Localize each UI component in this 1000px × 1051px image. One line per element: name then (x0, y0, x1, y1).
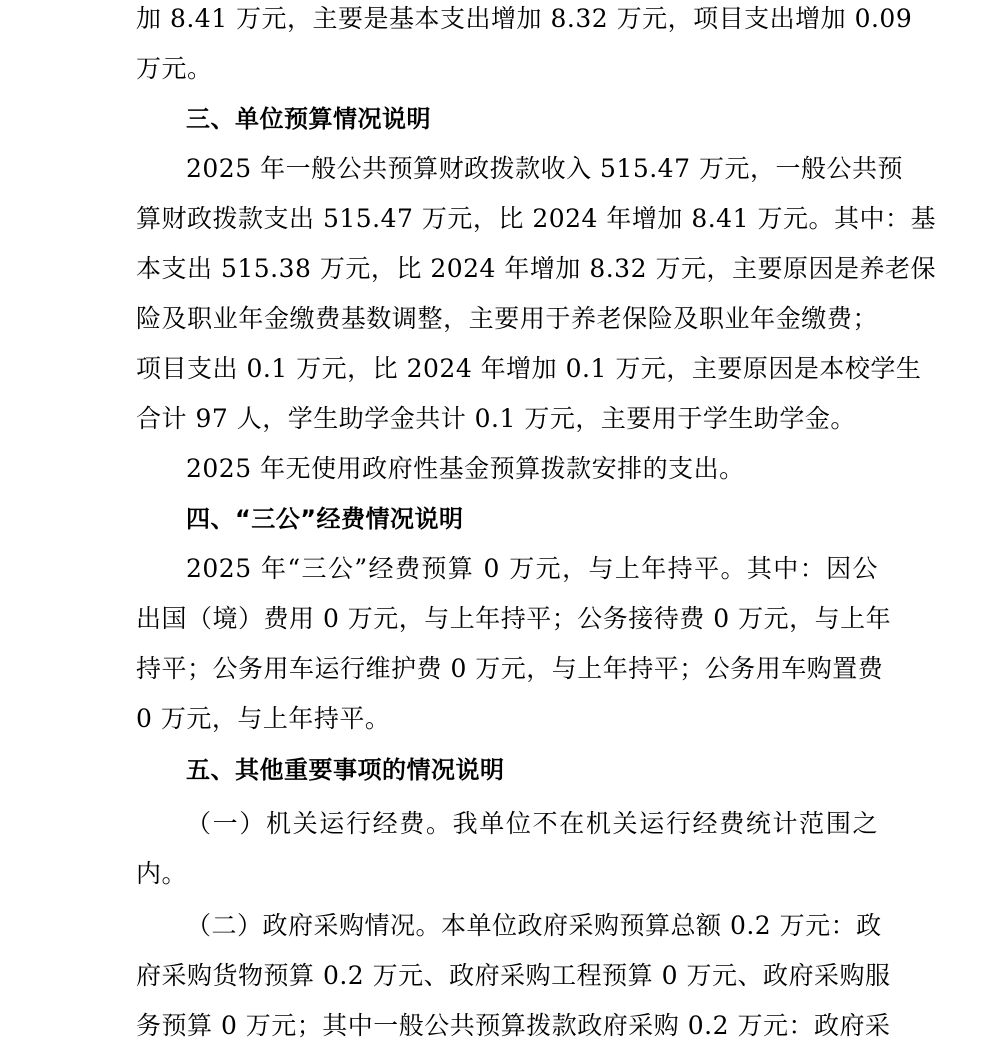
paragraph-line: 2025 年一般公共预算财政拨款收入 515.47 万元，一般公共预 (186, 154, 903, 183)
paragraph-line: 2025 年无使用政府性基金预算拨款安排的支出。 (186, 454, 745, 483)
paragraph-line: 府采购货物预算 0.2 万元、政府采购工程预算 0 万元、政府采购服 (136, 961, 891, 990)
paragraph-line: 出国（境）费用 0 万元，与上年持平；公务接待费 0 万元，与上年 (136, 604, 892, 633)
paragraph-line: 持平；公务用车运行维护费 0 万元，与上年持平；公务用车购置费 (136, 654, 884, 683)
paragraph-line: 加 8.41 万元，主要是基本支出增加 8.32 万元，项目支出增加 0.09 (136, 4, 913, 33)
paragraph-line: 2025 年“三公”经费预算 0 万元，与上年持平。其中：因公 (186, 554, 878, 583)
section-heading-other-matters: 五、其他重要事项的情况说明 (186, 756, 505, 784)
paragraph-line: 内。 (136, 859, 188, 888)
section-heading-three-public: 四、“三公”经费情况说明 (186, 505, 464, 533)
paragraph-line: 0 万元，与上年持平。 (136, 704, 391, 733)
paragraph-line: 险及职业年金缴费基数调整，主要用于养老保险及职业年金缴费； (136, 304, 878, 333)
paragraph-line: 万元。 (136, 54, 213, 83)
paragraph-line: 合计 97 人，学生助学金共计 0.1 万元，主要用于学生助学金。 (136, 404, 856, 433)
paragraph-line: 务预算 0 万元；其中一般公共预算拨款政府采购 0.2 万元：政府采 (136, 1011, 891, 1040)
section-heading-unit-budget: 三、单位预算情况说明 (186, 105, 431, 133)
paragraph-line: 算财政拨款支出 515.47 万元，比 2024 年增加 8.41 万元。其中：基 (136, 204, 936, 233)
paragraph-line: 项目支出 0.1 万元，比 2024 年增加 0.1 万元，主要原因是本校学生 (136, 354, 922, 383)
paragraph-line: 本支出 515.38 万元，比 2024 年增加 8.32 万元，主要原因是养老保 (136, 254, 936, 283)
paragraph-line: （二）政府采购情况。本单位政府采购预算总额 0.2 万元：政 (186, 911, 882, 940)
paragraph-line: （一）机关运行经费。我单位不在机关运行经费统计范围之 (186, 809, 878, 838)
